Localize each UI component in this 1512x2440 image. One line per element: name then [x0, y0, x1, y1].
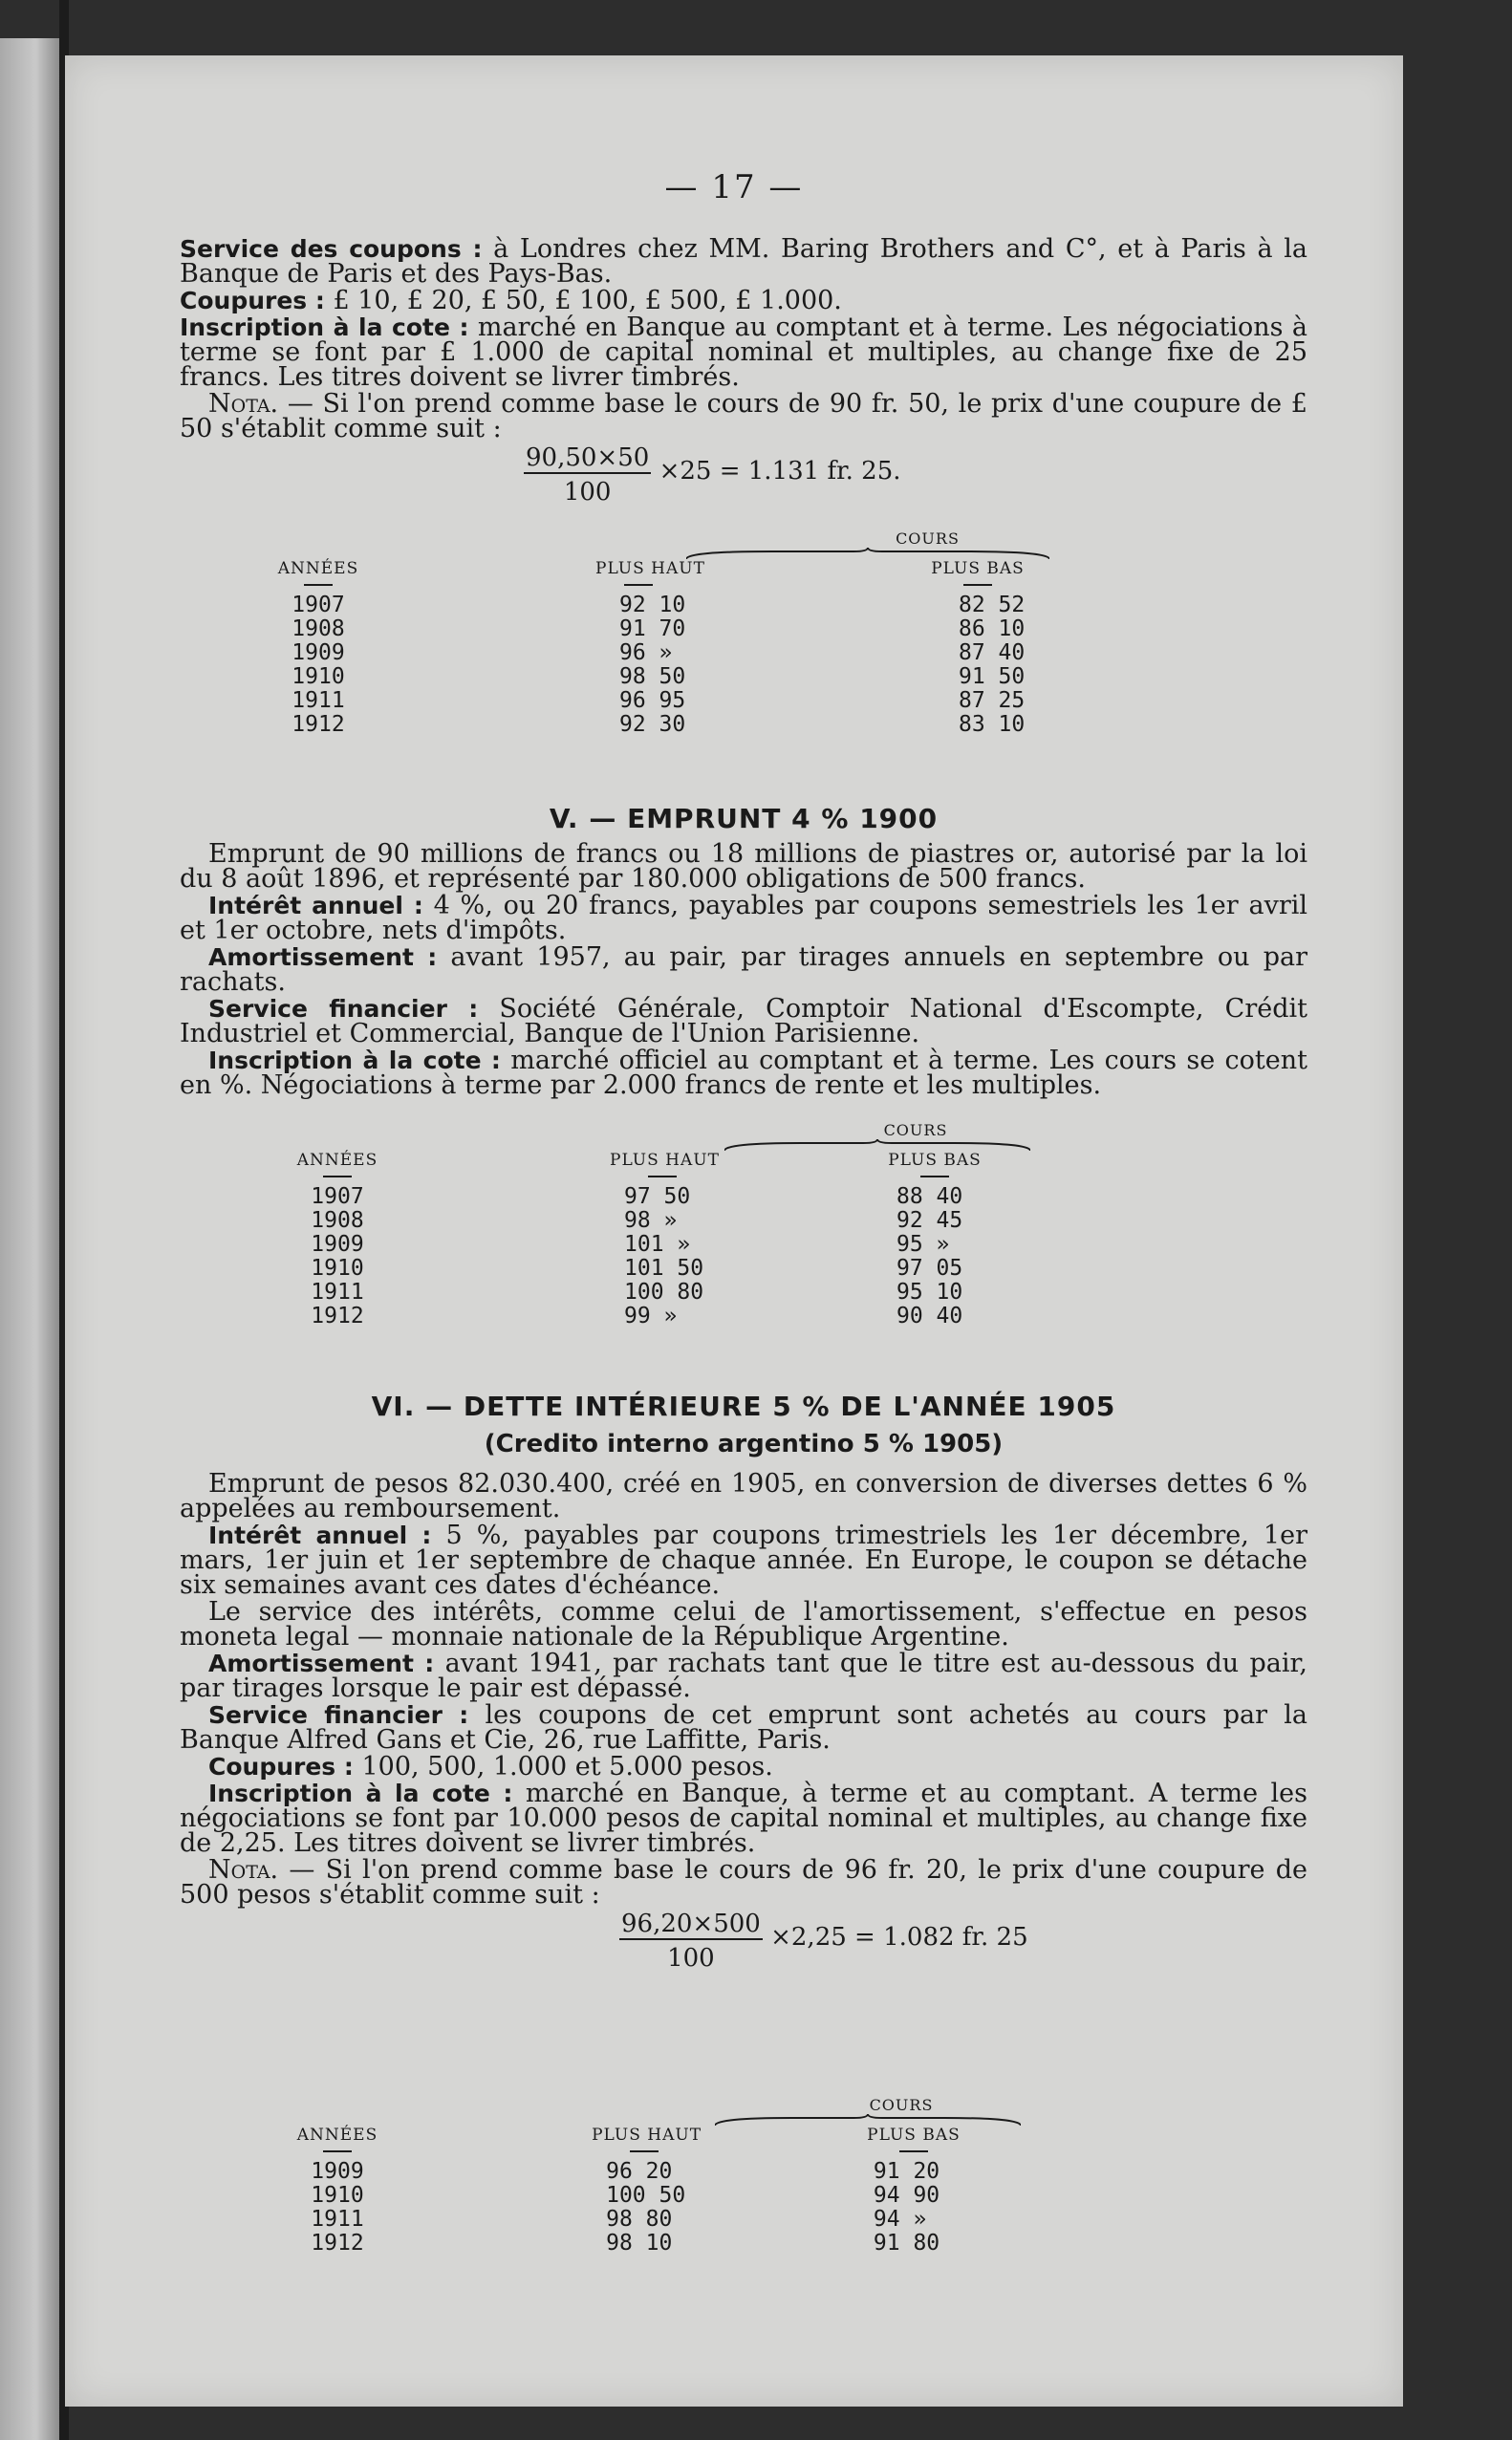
nota-formula: [524, 443, 1307, 510]
formula-numerator: 96,20×500: [621, 1910, 761, 1938]
brace-icon: [724, 1139, 1030, 1151]
interet-paragraph: [180, 891, 1307, 945]
col-plus-bas: PLUS BAS: [853, 559, 1102, 594]
table-row: 1908 91 70 86 10: [292, 616, 1026, 641]
inscription-6-paragraph: [180, 1781, 1307, 1856]
col-annees: ANNÉES: [180, 1151, 495, 1185]
service-6-label: Service financier :: [208, 1701, 469, 1729]
col-plus-haut: PLUS HAUT: [553, 2126, 807, 2160]
amortissement-6-paragraph: [180, 1649, 1308, 1703]
col-plus-haut: PLUS HAUT: [562, 559, 853, 594]
interet-text: 4 %, ou 20 francs, payables par coupons semestriels les 1er avril et 1er octobre, nets d'impôts.: [180, 891, 1307, 945]
coupures-label: Coupures :: [180, 287, 325, 314]
rates-table: [180, 1121, 1040, 1328]
formula-fraction: [524, 443, 651, 507]
service-interets-paragraph: Le service des intérêts, comme celui de l'amortissement, s'effectue en pesos moneta legal — monnaie nationale de la République Argentine.: [180, 1597, 1307, 1652]
col-plus-bas: PLUS BAS: [830, 1151, 1040, 1185]
brace-icon: [686, 548, 1049, 559]
section-5-title: V. — EMPRUNT 4 % 1900: [549, 803, 939, 834]
document-page: [65, 55, 1403, 2407]
interet-6-text: 5 %, payables par coupons trimestriels les 1er décembre, 1er mars, 1er juin et 1er septembre de chaque année. En Europe, le coupon se détache six semaines avant ces dates d'échéance.: [180, 1521, 1307, 1600]
service-coupons-label: Service des coupons :: [180, 235, 483, 263]
page-number: — 17 —: [664, 168, 804, 206]
inscription-6-label: Inscription à la cote :: [208, 1780, 513, 1807]
table-row: 1912 92 30 83 10: [292, 712, 1026, 737]
formula-denominator: 100: [563, 478, 612, 507]
inscription-text: marché en Banque au comptant et à terme. Les négociations à terme se font par £ 1.000 de capital nominal et multiples, au change fixe de 25 francs. Les titres doivent se livrer timbrés.: [180, 313, 1307, 392]
service-paragraph: [180, 994, 1307, 1048]
cours-header: COURS: [495, 2096, 1021, 2126]
formula-result: ×2,25 = 1.082 fr. 25: [770, 1923, 1028, 1952]
brace-icon: [715, 2114, 1021, 2126]
table-row: 1911 100 80 95 10: [311, 1280, 963, 1305]
service-6-text: les coupons de cet emprunt sont achetés au cours par la Banque Alfred Gans et Cie, 26, rue Laffitte, Paris.: [180, 1700, 1307, 1755]
table-row: 1909 96 » 87 40: [292, 640, 1026, 665]
table-row: 1911 98 80 94 »: [311, 2207, 927, 2232]
coupures-6-text: 100, 500, 1.000 et 5.000 pesos.: [361, 1752, 773, 1781]
section-6: [180, 1370, 1307, 1976]
service-text: Société Générale, Comptoir National d'Escompte, Crédit Industriel et Commercial, Banque de l'Union Parisienne.: [180, 994, 1307, 1048]
inscription-5-label: Inscription à la cote :: [208, 1047, 501, 1074]
table-row: 1910 100 50 94 90: [311, 2183, 940, 2208]
left-page-edge: [0, 38, 59, 2440]
inscription-5-paragraph: [180, 1048, 1307, 1098]
table-row: 1911 96 95 87 25: [292, 688, 1026, 713]
table-row: 1912 98 10 91 80: [311, 2231, 940, 2256]
inscription-6-text: marché en Banque, à terme et au comptant. A terme les négociations se font par 10.000 pesos de capital nominal et multiples, au change fixe de 2,25. Les titres doivent se livrer timbrés.: [180, 1779, 1307, 1858]
coupures-6-label: Coupures :: [208, 1753, 354, 1781]
col-annees: ANNÉES: [180, 2126, 495, 2160]
service-coupons-text: à Londres chez MM. Baring Brothers and C°, et à Paris à la Banque de Paris et des Pays-Bas.: [180, 234, 1307, 289]
cours-header: COURS: [457, 529, 1102, 559]
section-5-intro: Emprunt de 90 millions de francs ou 18 millions de piastres or, autorisé par la loi du 8 août 1896, et représenté par 180.000 obligations de 500 francs.: [180, 839, 1307, 894]
col-plus-bas: PLUS BAS: [807, 2126, 1021, 2160]
section-6-intro: Emprunt de pesos 82.030.400, créé en 1905, en conversion de diverses dettes 6 % appelées au remboursement.: [180, 1469, 1307, 1523]
formula-denominator: 100: [667, 1944, 715, 1973]
nota-6-label: Nota.: [208, 1855, 279, 1885]
inscription-5-text: marché officiel au comptant et à terme. Les cours se cotent en %. Négociations à terme par 2.000 francs de rente et les multiples.: [180, 1046, 1307, 1100]
service-coupons-paragraph: [180, 234, 1307, 289]
nota-paragraph: [180, 389, 1307, 443]
rates-table: [180, 529, 1102, 737]
interet-label: Intérêt annuel :: [208, 892, 423, 919]
amortissement-6-text: avant 1941, par rachats tant que le titre est au-dessous du pair, par tirages lorsque le pair est dépassé.: [180, 1649, 1308, 1703]
table-row: 1907 97 50 88 40: [311, 1184, 963, 1209]
section-5: [180, 782, 1307, 1100]
interet-6-paragraph: [180, 1523, 1307, 1598]
formula-fraction: [619, 1910, 763, 1973]
amortissement-6-label: Amortissement :: [208, 1650, 435, 1677]
table-row: 1910 101 50 97 05: [311, 1256, 963, 1281]
section-4-table: [180, 529, 1307, 737]
amortissement-label: Amortissement :: [208, 943, 438, 971]
table-row: 1910 98 50 91 50: [292, 664, 1026, 689]
amortissement-paragraph: [180, 942, 1308, 997]
coupures-paragraph: [180, 286, 1307, 315]
coupures-text: £ 10, £ 20, £ 50, £ 100, £ 500, £ 1.000.: [333, 286, 842, 315]
formula-result: ×25 = 1.131 fr. 25.: [659, 457, 901, 486]
section-6-table: [180, 2096, 1307, 2256]
nota-6-paragraph: [180, 1855, 1307, 1910]
nota-text: — Si l'on prend comme base le cours de 90 fr. 50, le prix d'une coupure de £ 50 s'établit comme suit :: [180, 389, 1307, 443]
col-plus-haut: PLUS HAUT: [572, 1151, 830, 1185]
nota-6-text: — Si l'on prend comme base le cours de 96 fr. 20, le prix d'une coupure de 500 pesos s'établit comme suit :: [180, 1855, 1307, 1910]
section-5-table: [180, 1121, 1307, 1328]
service-6-paragraph: [180, 1700, 1307, 1755]
inscription-label: Inscription à la cote :: [180, 313, 469, 341]
interet-6-label: Intérêt annuel :: [208, 1522, 432, 1549]
amortissement-text: avant 1957, au pair, par tirages annuels en septembre ou par rachats.: [180, 942, 1308, 997]
formula-numerator: 90,50×50: [526, 443, 650, 472]
service-label: Service financier :: [208, 995, 479, 1023]
table-row: 1912 99 » 90 40: [311, 1304, 963, 1328]
col-annees: ANNÉES: [180, 559, 457, 594]
coupures-6-paragraph: [180, 1752, 1307, 1781]
section-4-text: [180, 234, 1307, 510]
rates-table: [180, 2096, 1021, 2256]
nota-label: Nota.: [208, 389, 279, 419]
nota-6-formula: [619, 1910, 1307, 1976]
cours-header: COURS: [495, 1121, 1040, 1151]
table-row: 1909 96 20 91 20: [311, 2159, 940, 2184]
section-6-subtitle: (Credito interno argentino 5 % 1905): [484, 1430, 1004, 1458]
table-row: 1908 98 » 92 45: [311, 1208, 963, 1233]
table-row: 1909 101 » 95 »: [311, 1232, 950, 1257]
inscription-paragraph: [180, 315, 1307, 390]
section-6-title: VI. — DETTE INTÉRIEURE 5 % DE L'ANNÉE 1905: [371, 1391, 1116, 1422]
table-row: 1907 92 10 82 52: [292, 593, 1026, 617]
